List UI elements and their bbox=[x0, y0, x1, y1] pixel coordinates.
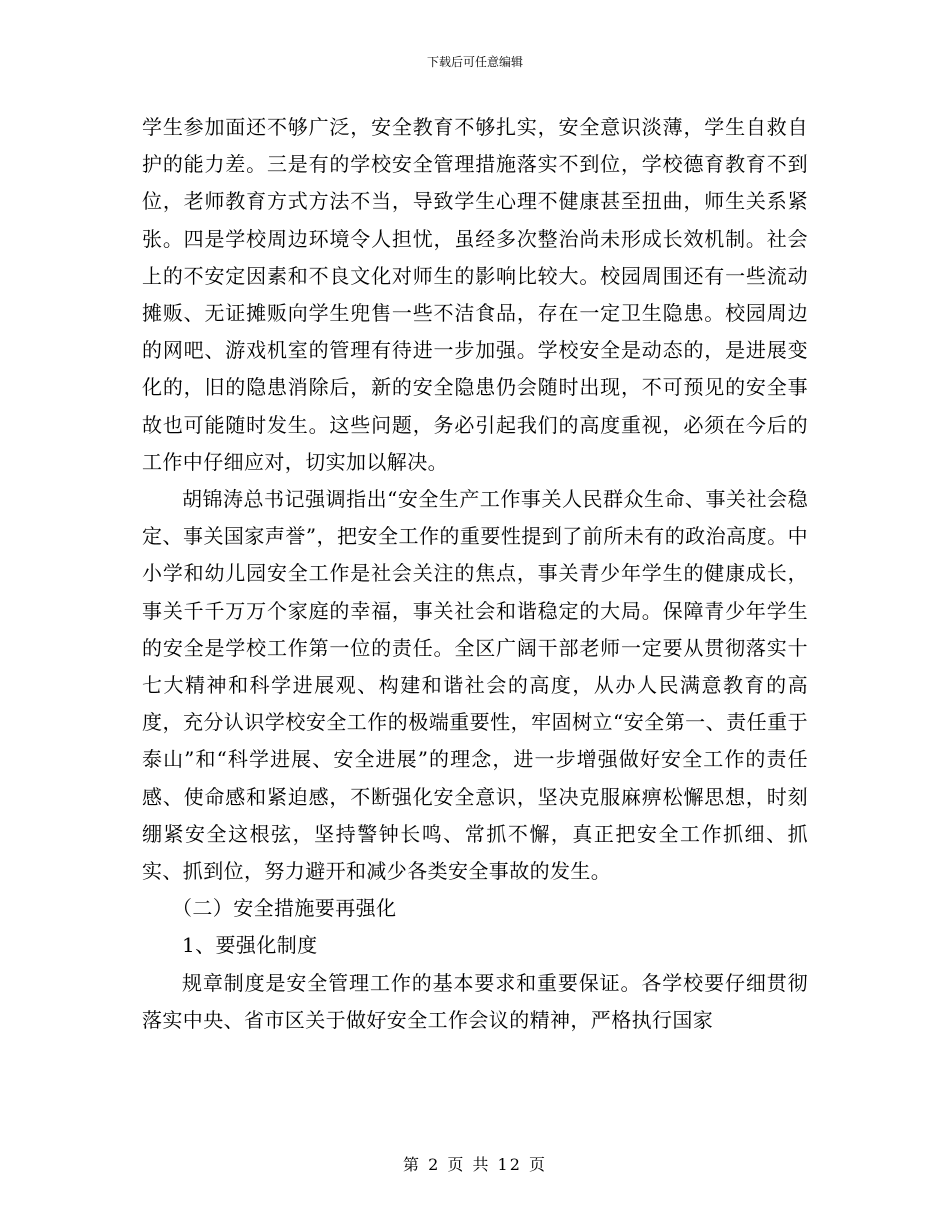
sub-heading: 1、要强化制度 bbox=[182, 933, 318, 958]
paragraph-continued: 学生参加面还不够广泛，安全教育不够扎实，安全意识淡薄，学生自救自护的能力差。三是有的学校安全管理措施落实不到位，学校德育教育不到位，老师教育方式方法不当，导致学生心理不健康甚至扭曲，师生关系紧张。四是学校周边环境令人担忧，虽经多次整治尚未形成长效机制。社会上的不安定因素和不良文化对师生的影响比较大。校园周围还有一些流动摊贩、无证摊贩向学生兜售一些不洁食品，存在一定卫生隐患。校园周边的网吧、游戏机室的管理有待进一步加强。学校安全是动态的，是进展变化的，旧的隐患消除后，新的安全隐患仍会随时出现，不可预见的安全事故也可能随时发生。这些问题，务必引起我们的高度重视，必须在今后的工作中仔细应对，切实加以解决。 bbox=[142, 115, 808, 474]
paragraph: 规章制度是安全管理工作的基本要求和重要保证。各学校要仔细贯彻落实中央、省市区关于做好安全工作会议的精神，严格执行国家 bbox=[142, 970, 808, 1032]
document-body bbox=[142, 109, 808, 1039]
page-number: 第 2 页 共 12 页 bbox=[403, 1155, 547, 1174]
page-header: 下载后可任意编辑 bbox=[426, 55, 523, 69]
paragraph: 胡锦涛总书记强调指出“安全生产工作事关人民群众生命、事关社会稳定、事关国家声誉”，把安全工作的重要性提到了前所未有的政治高度。中小学和幼儿园安全工作是社会关注的焦点，事关青少年学生的健康成长，事关千千万万个家庭的幸福，事关社会和谐稳定的大局。保障青少年学生的安全是学校工作第一位的责任。全区广阔干部老师一定要从贯彻落实十七大精神和科学进展观、构建和谐社会的高度，从办人民满意教育的高度，充分认识学校安全工作的极端重要性，牢固树立“安全第一、责任重于泰山”和“科学进展、安全进展”的理念，进一步增强做好安全工作的责任感、使命感和紧迫感，不断强化安全意识，坚决克服麻痹松懈思想，时刻绷紧安全这根弦，坚持警钟长鸣、常抓不懈，真正把安全工作抓细、抓实、抓到位，努力避开和减少各类安全事故的发生。 bbox=[142, 487, 808, 884]
section-heading: （二）安全措施要再强化 bbox=[172, 896, 397, 921]
